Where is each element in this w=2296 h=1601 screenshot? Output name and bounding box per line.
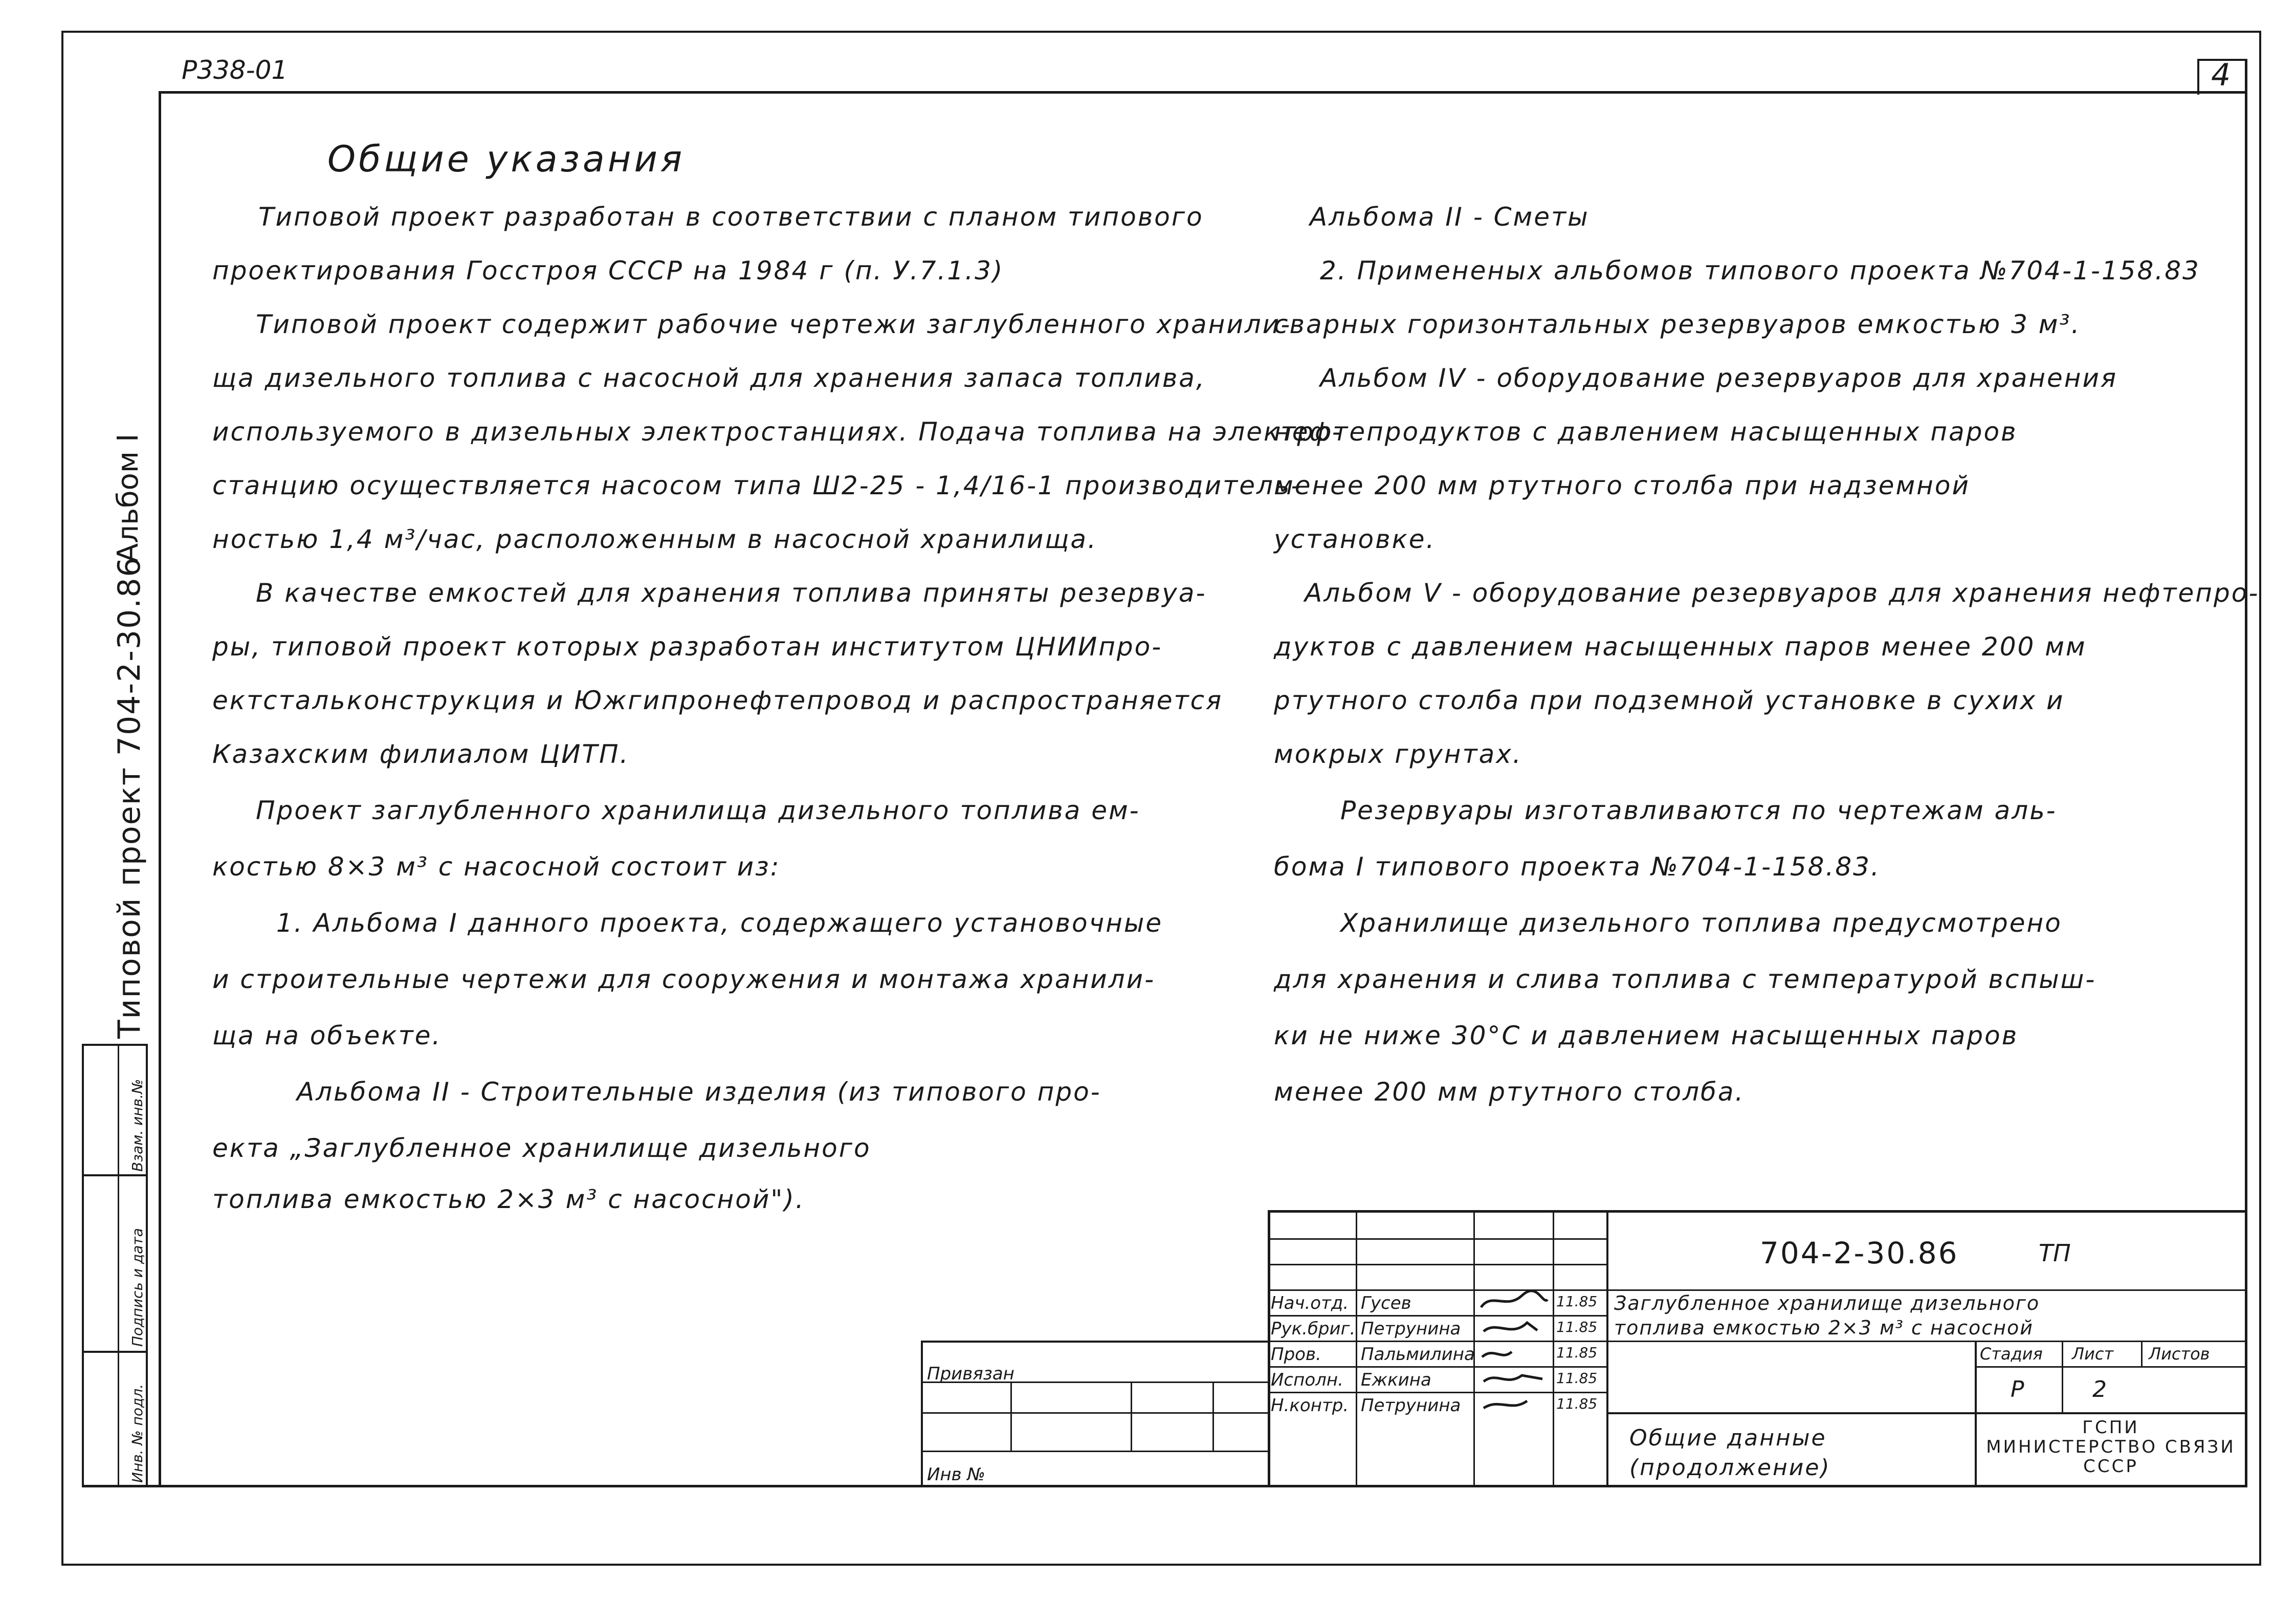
left-line: проектирования Госстроя СССР на 1984 г (п. У.7.1.3) [212, 256, 1004, 286]
left-line: ща дизельного топлива с насосной для хранения запаса топлива, [212, 363, 1206, 393]
left-line: екта „Заглубленное хранилище дизельного [212, 1133, 871, 1163]
binding-top [921, 1341, 1269, 1343]
organization-line-2: МИНИСТЕРСТВО СВЯЗИ [1986, 1437, 2236, 1457]
tb-line [1269, 1289, 2246, 1291]
inner-frame-left [159, 91, 161, 1487]
left-line: ры, типовой проект которых разработан институтом ЦНИИпро- [212, 632, 1163, 662]
right-line: сварных горизонтальных резервуаров емкостью 3 м³. [1274, 310, 2081, 339]
date-head: 11.85 [1556, 1293, 1598, 1310]
role-head: Нач.отд. [1271, 1293, 1349, 1313]
inner-frame-bottom [82, 1485, 2247, 1487]
left-line: 1. Альбома I данного проекта, содержащего установочные [276, 908, 1163, 938]
role-checked: Пров. [1271, 1344, 1321, 1365]
name-norm-control: Петрунина [1361, 1395, 1461, 1416]
album-label: Альбом I [112, 433, 145, 563]
tb-top [1269, 1210, 2246, 1213]
side-strip-top [82, 1044, 148, 1046]
designation: 704-2-30.86 [1760, 1236, 1959, 1270]
frame-bottom [61, 1564, 2261, 1566]
name-checked: Пальмилина [1361, 1344, 1475, 1365]
right-line: менее 200 мм ртутного столба. [1274, 1077, 1745, 1107]
date-norm-control: 11.85 [1556, 1395, 1598, 1412]
tb-col [1356, 1210, 1357, 1486]
side-strip-divider-2 [82, 1351, 148, 1353]
left-line: Типовой проект разработан в соответствии с планом типового [258, 202, 1204, 232]
frame-right [2259, 31, 2261, 1566]
inner-frame-top [161, 91, 2247, 94]
tb-col [2062, 1341, 2063, 1412]
page-title: Общие указания [327, 138, 686, 180]
left-line: Проект заглубленного хранилища дизельного топлива ем- [256, 796, 1140, 825]
project-label: Типовой проект 704-2-30.86 [112, 556, 147, 1039]
right-line: дуктов с давлением насыщенных паров менее 200 мм [1274, 632, 2087, 662]
date-executor: 11.85 [1556, 1370, 1598, 1387]
signature-marks [1476, 1289, 1553, 1417]
object-name-line-1: Заглубленное хранилище дизельного [1614, 1292, 2040, 1314]
left-line: и строительные чертежи для сооружения и монтажа хранили- [212, 964, 1156, 994]
organization-line-3: СССР [2083, 1456, 2138, 1477]
stage-label: Стадия [1980, 1344, 2043, 1364]
side-cell-replace-inv: Взам. инв.№ [129, 1079, 146, 1172]
tb-left [1268, 1210, 1270, 1486]
tb-line [1606, 1412, 2246, 1414]
inner-frame-right [2245, 59, 2247, 1486]
name-lead: Петрунина [1361, 1319, 1461, 1339]
binding-row-2 [921, 1412, 1269, 1414]
left-line: используемого в дизельных электростанциях. Подача топлива на электро- [212, 417, 1343, 447]
binding-col-2 [1131, 1381, 1132, 1451]
right-line: менее 200 мм ртутного столба при надземной [1274, 471, 1970, 500]
page-number: 4 [2211, 57, 2231, 93]
left-line: станцию осуществляется насосом типа Ш2-25 - 1,4/16-1 производитель- [212, 471, 1302, 500]
name-executor: Ежкина [1361, 1370, 1431, 1390]
left-line: В качестве емкостей для хранения топлива приняты резервуа- [256, 578, 1207, 608]
side-cell-inv-orig: Инв. № подл. [129, 1384, 146, 1483]
frame-top [61, 31, 2261, 33]
side-cell-sign-date: Подпись и дата [129, 1228, 146, 1347]
side-strip-divider-1 [82, 1174, 148, 1176]
tb-col [1553, 1210, 1554, 1486]
right-line: ки не ниже 30°С и давлением насыщенных паров [1274, 1021, 2019, 1050]
left-line: ектстальконструкция и Южгипронефтепровод и распространяется [212, 686, 1223, 715]
tb-line [1269, 1392, 1606, 1393]
tb-line [1975, 1366, 2246, 1368]
sheet-value: 2 [2092, 1376, 2107, 1402]
document-code: Р338-01 [182, 55, 288, 85]
role-norm-control: Н.контр. [1271, 1395, 1349, 1416]
sheet-label: Лист [2072, 1344, 2114, 1364]
name-head: Гусев [1361, 1293, 1411, 1313]
left-line: Типовой проект содержит рабочие чертежи заглубленного хранили- [256, 310, 1292, 339]
left-line: ностью 1,4 м³/час, расположенным в насосной хранилища. [212, 524, 1097, 554]
right-line: 2. Примененых альбомов типового проекта №704-1-158.83 [1320, 256, 2200, 286]
page-number-divider [2197, 59, 2199, 95]
binding-row-3 [921, 1451, 1269, 1452]
left-line: Казахским филиалом ЦИТП. [212, 739, 630, 769]
binding-label: Привязан [927, 1364, 1014, 1384]
object-name-line-2: топлива емкостью 2×3 м³ с насосной [1614, 1317, 2034, 1339]
left-line: ща на объекте. [212, 1021, 442, 1050]
binding-col-1 [1010, 1381, 1012, 1451]
right-line: нефтепродуктов с давлением насыщенных паров [1274, 417, 2018, 447]
left-line: топлива емкостью 2×3 м³ с насосной"). [212, 1185, 805, 1214]
document-type: ТП [2039, 1239, 2071, 1267]
date-lead: 11.85 [1556, 1319, 1598, 1335]
frame-left [61, 31, 63, 1566]
inventory-label: Инв № [927, 1464, 985, 1485]
right-line: Резервуары изготавливаются по чертежам аль- [1340, 796, 2057, 825]
side-strip-left [82, 1044, 84, 1487]
binding-left [921, 1341, 923, 1486]
sheet-title-line-1: Общие данные [1629, 1425, 1827, 1451]
tb-col [1975, 1341, 1977, 1486]
sheets-label: Листов [2149, 1344, 2210, 1364]
organization-line-1: ГСПИ [2082, 1417, 2139, 1438]
tb-col [2141, 1341, 2143, 1366]
date-checked: 11.85 [1556, 1344, 1598, 1361]
right-line: Хранилище дизельного топлива предусмотрено [1340, 908, 2062, 938]
right-line: ртутного столба при подземной установке в сухих и [1274, 686, 2065, 715]
right-line: мокрых грунтах. [1274, 739, 1522, 769]
tb-line [1269, 1238, 1606, 1240]
binding-col-3 [1212, 1381, 1214, 1451]
stage-value: Р [2011, 1376, 2024, 1402]
tb-line [1269, 1366, 1606, 1368]
tb-line [1269, 1315, 1606, 1317]
right-line: Альбома II - Сметы [1310, 202, 1589, 232]
tb-line [1269, 1341, 2246, 1342]
left-line: Альбома II - Строительные изделия (из типового про- [297, 1077, 1101, 1107]
right-line: Альбом V - оборудование резервуаров для хранения нефтепро- [1305, 578, 2260, 608]
right-line: для хранения и слива топлива с температурой вспыш- [1274, 964, 2096, 994]
right-line: бома I типового проекта №704-1-158.83. [1274, 852, 1881, 882]
tb-col [1606, 1210, 1608, 1486]
right-line: установке. [1274, 524, 1436, 554]
left-line: костью 8×3 м³ с насосной состоит из: [212, 852, 781, 882]
sheet-title-line-2: (продолжение) [1629, 1455, 1831, 1481]
side-strip-right [146, 1044, 148, 1487]
right-line: Альбом IV - оборудование резервуаров для хранения [1320, 363, 2118, 393]
role-lead: Рук.бриг. [1271, 1319, 1356, 1339]
role-executor: Исполн. [1271, 1370, 1343, 1390]
tb-line [1269, 1264, 1606, 1265]
side-strip-divider-3 [118, 1044, 119, 1487]
